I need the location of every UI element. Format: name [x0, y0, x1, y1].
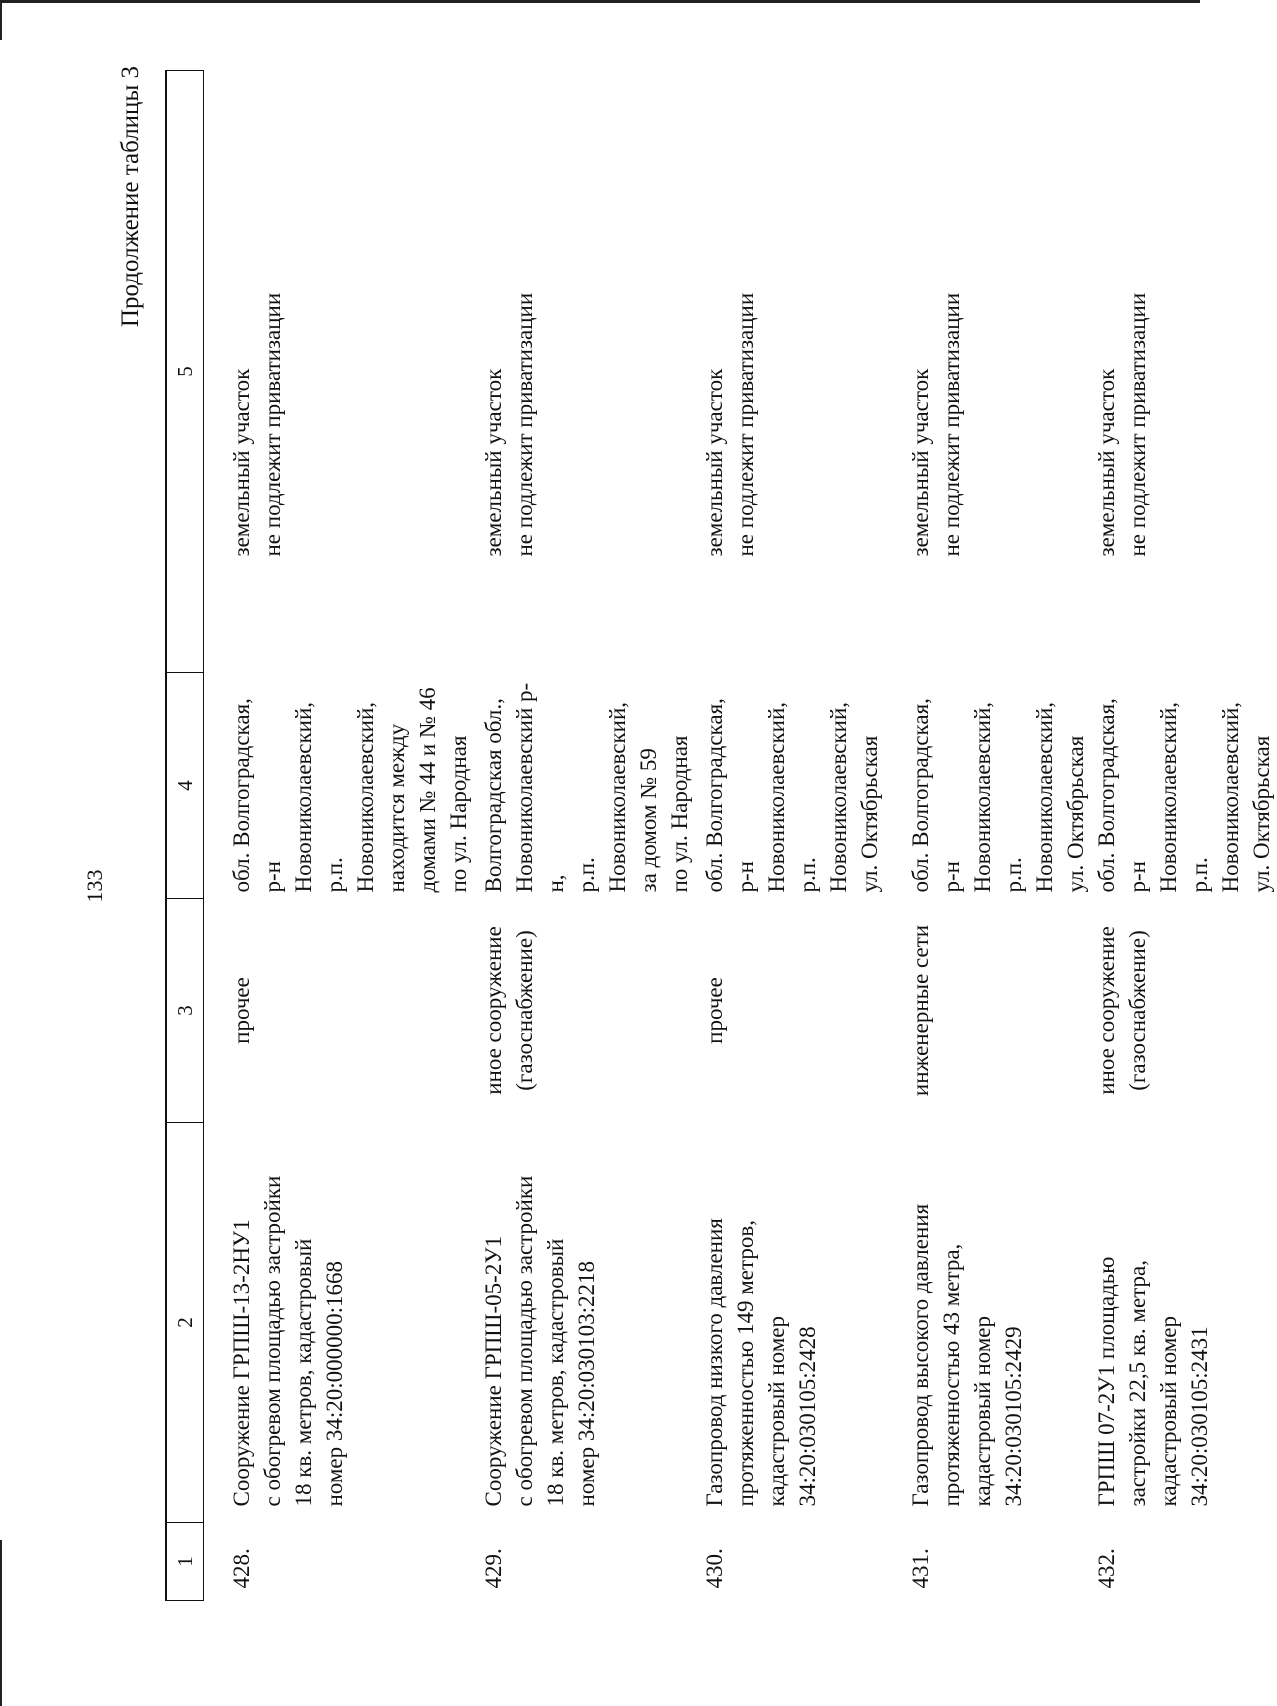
- object-name: ГРПШ 07-2У1 площадью застройки 22,5 кв. метра, кадастровый номер 34:20:030105:2431: [1094, 1256, 1212, 1507]
- land-status: земельный участок не подлежит приватизации: [481, 292, 537, 557]
- row-number: 430.: [702, 1548, 727, 1589]
- land-status: земельный участок не подлежит приватизации: [229, 292, 285, 557]
- column-header-2: 2: [166, 1123, 204, 1523]
- table-row: [204, 71, 475, 1601]
- column-header-1: 1: [166, 1523, 204, 1601]
- row-number: 428.: [229, 1548, 254, 1589]
- table-header-row: [166, 71, 204, 1601]
- object-type: иное сооружение (газоснабжение): [481, 926, 537, 1095]
- object-address: Волгоградская обл., Новониколаевский р-н, р.п. Новониколаевский, за домом № 59 по ул. Народная: [481, 682, 692, 893]
- table-continuation-label: Продолжение таблицы 3: [117, 66, 144, 328]
- row-number: 429.: [481, 1548, 506, 1589]
- object-type: прочее: [702, 977, 727, 1044]
- property-register-table: [165, 70, 1277, 1601]
- object-address: обл. Волгоградская, р-н Новониколаевский, р.п. Новониколаевский, ул. Октябрьская: [908, 698, 1088, 893]
- land-status: земельный участок не подлежит приватизации: [1094, 292, 1150, 557]
- table-row: [695, 71, 885, 1601]
- object-type: прочее: [229, 977, 254, 1044]
- object-address: обл. Волгоградская, р-н Новониколаевский, р.п. Новониколаевский, находится между домами № 44 и № 46 по ул. Народная: [229, 687, 471, 893]
- object-name: Сооружение ГРПШ-13-2НУ1 с обогревом площадью застройки 18 кв. метров, кадастровый номер 34:20:000000:1668: [229, 1175, 347, 1507]
- column-header-3: 3: [166, 899, 204, 1123]
- table-row: [474, 71, 695, 1601]
- object-name: Газопровод высокого давления протяженностью 43 метра, кадастровый номер 34:20:030105:2429: [908, 1203, 1026, 1507]
- column-header-4: 4: [166, 673, 204, 899]
- land-status: земельный участок не подлежит приватизации: [908, 292, 964, 557]
- land-status: земельный участок не подлежит приватизации: [702, 292, 758, 557]
- object-name: Газопровод низкого давления протяженностью 149 метров, кадастровый номер 34:20:030105:2428: [702, 1218, 820, 1507]
- row-number: 432.: [1094, 1548, 1119, 1589]
- object-address: обл. Волгоградская, р-н Новониколаевский, р.п. Новониколаевский, ул. Октябрьская: [702, 698, 882, 893]
- column-header-5: 5: [166, 71, 204, 673]
- row-number: 431.: [908, 1548, 933, 1589]
- page-number: 133: [82, 869, 107, 903]
- object-type: инженерные сети: [908, 924, 933, 1097]
- object-address: обл. Волгоградская, р-н Новониколаевский, р.п. Новониколаевский, ул. Октябрьская: [1094, 698, 1274, 893]
- table-row: [885, 71, 1091, 1601]
- object-type: иное сооружение (газоснабжение): [1094, 926, 1150, 1095]
- object-name: Сооружение ГРПШ-05-2У1 с обогревом площадью застройки 18 кв. метров, кадастровый номер 34:20:030103:2218: [481, 1175, 599, 1507]
- table-row: [1091, 71, 1277, 1601]
